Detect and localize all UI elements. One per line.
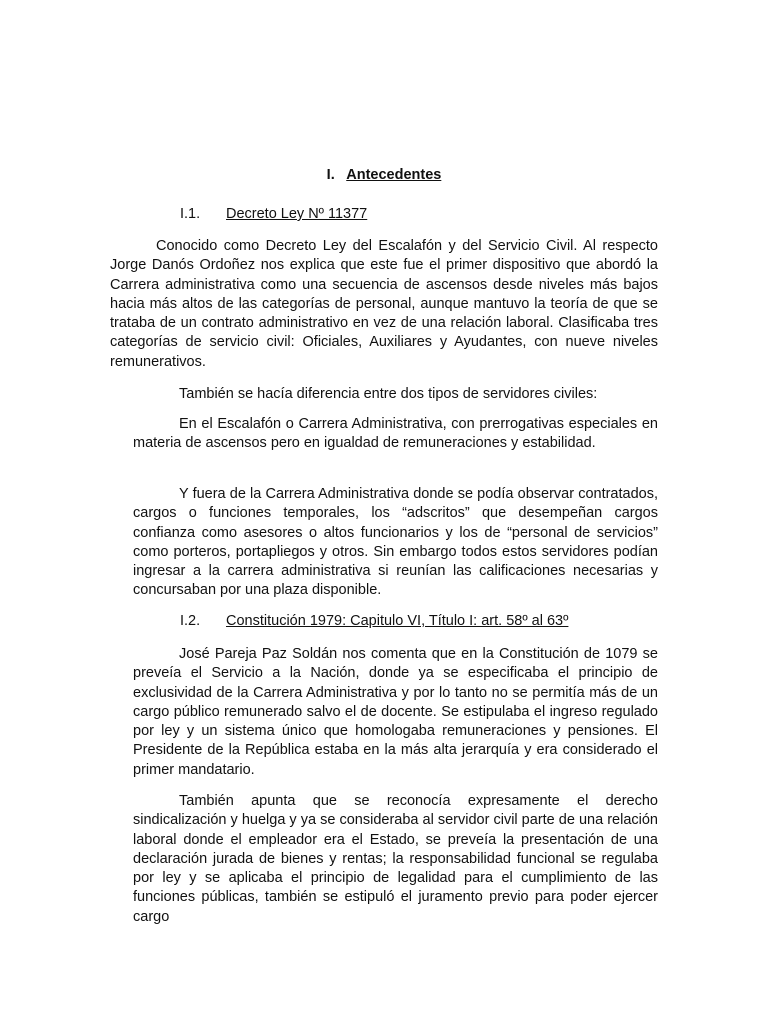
subsection-number: I.2. [180,613,201,629]
paragraph-5: José Pareja Paz Soldán nos comenta que en la Constitución de 1079 se preveía el Servicio a la Nación, donde ya se especificaba el principio de exclusividad de la Carrera Administrativa y por lo tanto no se permitía más de un cargo público remunerado salvo el de docente. Se estipulaba el ingreso regulado por ley y un sistema único que homologaba remuneraciones y pensiones. El Presidente de la República estaba en la más alta jerarquía y era considerado el primer mandatario. [133,646,658,778]
subsection-number: I.1. [180,206,201,222]
paragraph-6: También apunta que se reconocía expresamente el derecho sindicalización y huelga y ya se consideraba al servidor civil parte de una relación laboral donde el empleador era el Estado, se preveía la presentación de una declaración jurada de bienes y rentas; la responsabilidad funcional se regulaba por ley y se aplicaba el principio de legalidad para el cumplimiento de las funciones públicas, también se estipuló el juramento previo para poder ejercer cargo [133,793,658,925]
paragraph-1: Conocido como Decreto Ley del Escalafón y del Servicio Civil. Al respecto Jorge Danós Ordoñez nos explica que este fue el primer dispositivo que abordó la Carrera administrativa como una secuencia de ascensos desde niveles más bajos hacia más altos de las categorías de personal, aunque mantuvo la teoría de que se trataba de un contrato administrativo en vez de una relación laboral. Clasificaba tres categorías de servicio civil: Oficiales, Auxiliares y Ayudantes, con nueve niveles remunerativos. [110,238,658,370]
paragraph-3: En el Escalafón o Carrera Administrativa, con prerrogativas especiales en materia de ascensos pero en igualdad de remuneraciones y estabilidad. [133,416,658,452]
subsection-title: Constitución 1979: Capitulo VI, Título I: art. 58º al 63º [226,613,569,629]
subsection-title: Decreto Ley Nº 11377 [226,206,368,222]
subsection-heading-2 [180,613,568,629]
section-number: I. [326,167,335,183]
paragraph-2: También se hacía diferencia entre dos tipos de servidores civiles: [179,386,598,402]
paragraph-4: Y fuera de la Carrera Administrativa donde se podía observar contratados, cargos o funciones temporales, los “adscritos” que desempeñan cargos confianza como asesores o altos funcionarios y los de “personal de servicios” como porteros, portapliegos y otros. Sin embargo todos estos servidores podían ingresar a la carrera administrativa si reunían las calificaciones necesarias y concursaban por una plaza disponible. [133,486,658,599]
section-heading [0,167,768,183]
section-title: Antecedentes [346,167,442,183]
subsection-heading-1 [180,206,367,222]
